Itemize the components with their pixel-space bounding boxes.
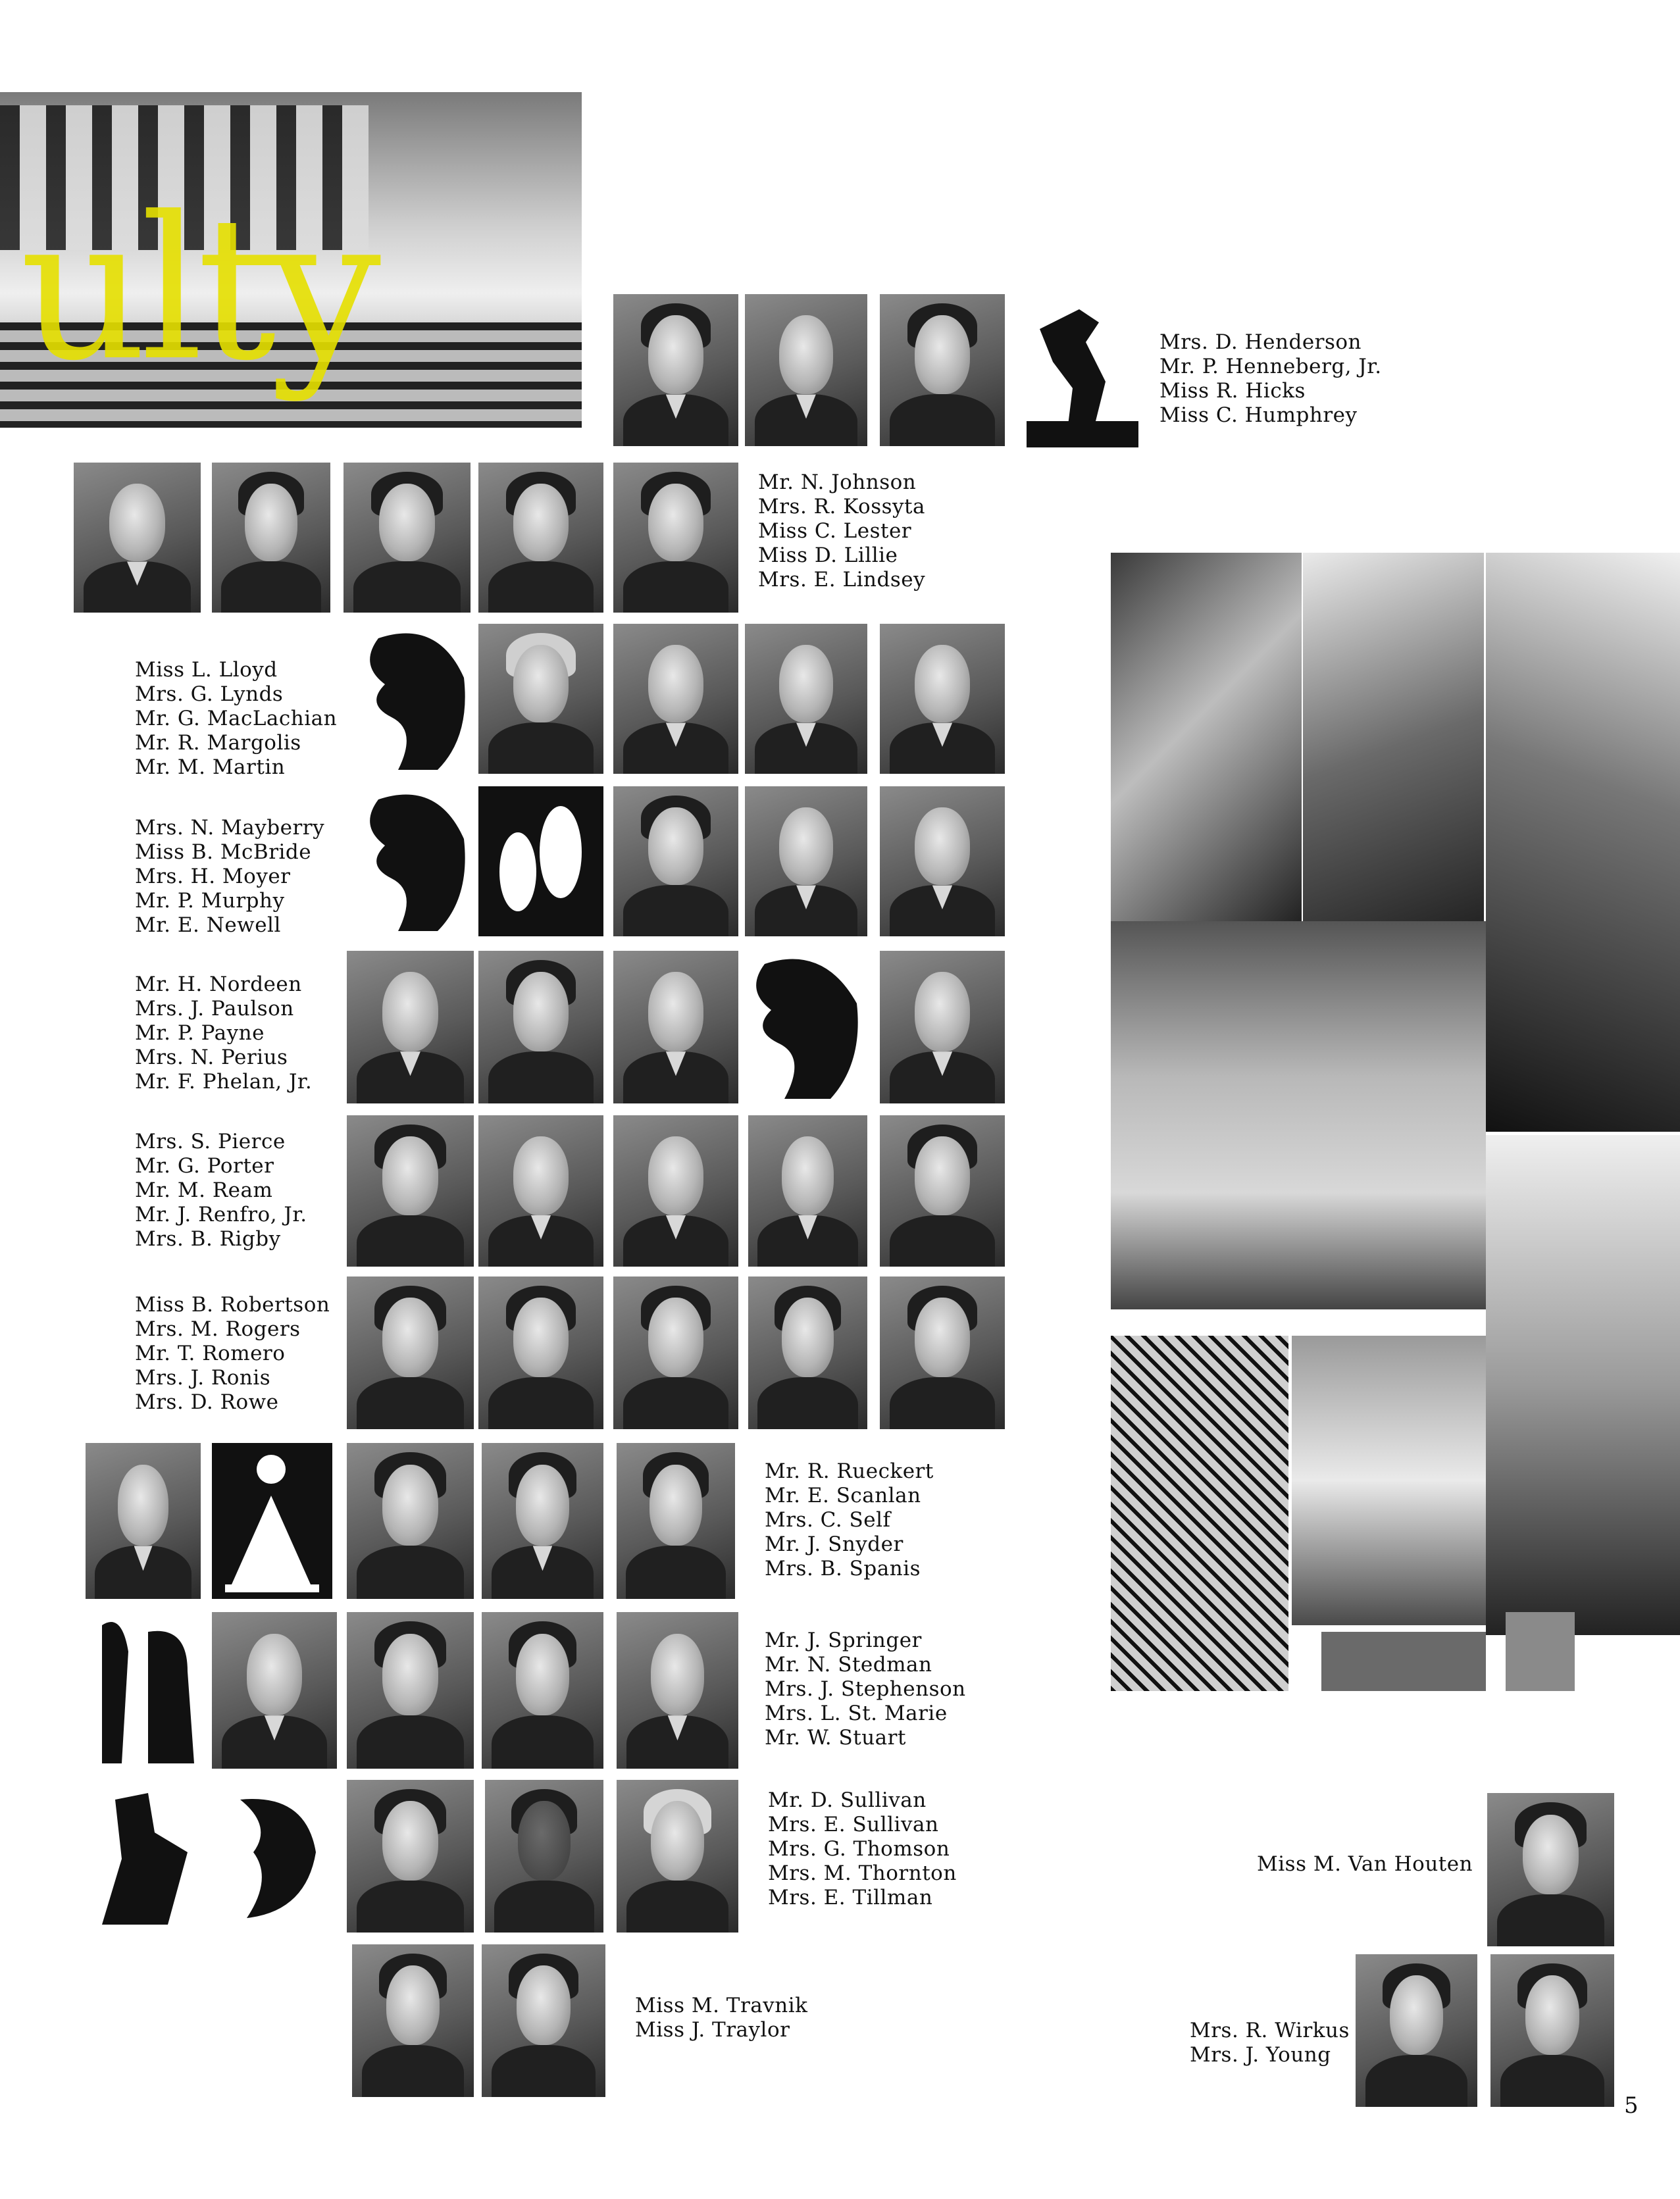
- name: Mr. J. Springer: [765, 1629, 922, 1652]
- name: Mrs. N. Perius: [135, 1046, 288, 1069]
- name: Mr. P. Murphy: [135, 889, 285, 913]
- portrait-maclachian: [613, 624, 738, 774]
- name: Mrs. J. Young: [1190, 2043, 1331, 2067]
- name: Mr. J. Snyder: [765, 1532, 904, 1556]
- name: Mrs. S. Pierce: [135, 1130, 286, 1153]
- name-list-g6: [135, 1130, 307, 1251]
- decorative-sailboat: [212, 1443, 332, 1599]
- portrait-rigby: [880, 1115, 1005, 1267]
- name: Mrs. M. Rogers: [135, 1317, 301, 1341]
- portrait-traylor: [482, 1944, 605, 2097]
- decorative-woodcut-figure: [1027, 303, 1138, 447]
- portrait-kossyta: [212, 463, 330, 613]
- name-list-g9: [765, 1629, 966, 1750]
- name-list-g2: [758, 470, 925, 592]
- decorative-woodcut-lion: [745, 951, 867, 1103]
- portrait-hicks: [880, 294, 1005, 446]
- portrait-stephenson: [347, 1612, 474, 1769]
- portrait-ronis: [748, 1276, 867, 1429]
- portrait-renfro: [748, 1115, 867, 1267]
- candid-photo: [1303, 553, 1484, 941]
- name: Mrs. C. Self: [765, 1508, 891, 1532]
- name: Mrs. H. Moyer: [135, 865, 291, 888]
- portrait-self: [482, 1443, 603, 1599]
- name: Mrs. G. Lynds: [135, 682, 284, 706]
- name: Miss B. McBride: [135, 840, 312, 864]
- portrait-lindsey: [613, 463, 738, 613]
- name-list-g5: [135, 973, 312, 1094]
- candid-photo: [1321, 1632, 1486, 1691]
- portrait-e-sullivan: [347, 1780, 474, 1933]
- portrait-stuart: [617, 1612, 738, 1769]
- name: Miss B. Robertson: [135, 1293, 330, 1317]
- name: Miss M. Van Houten: [1257, 1852, 1473, 1876]
- portrait-margolis: [745, 624, 867, 774]
- name: Mrs. B. Rigby: [135, 1227, 281, 1251]
- name: Mrs. R. Kossyta: [758, 495, 925, 518]
- name-list-g13: [1190, 2019, 1350, 2067]
- name: Miss M. Travnik: [635, 1994, 808, 2017]
- portrait-rueckert: [86, 1443, 201, 1599]
- portrait-travnik: [352, 1944, 474, 2097]
- decorative-woodcut-lion: [359, 786, 474, 936]
- portrait-thomson: [485, 1780, 603, 1933]
- name: Mr. P. Henneberg, Jr.: [1159, 355, 1382, 378]
- name: Mrs. J. Ronis: [135, 1366, 271, 1390]
- portrait-rogers: [478, 1276, 603, 1429]
- name: Mr. R. Rueckert: [765, 1459, 934, 1483]
- name: Mr. M. Martin: [135, 755, 286, 779]
- candid-photo: [1486, 1135, 1680, 1635]
- name: Mr. N. Johnson: [758, 470, 917, 494]
- name: Miss D. Lillie: [758, 543, 898, 567]
- candid-photo: [1111, 553, 1302, 921]
- portrait-van-houten: [1487, 1793, 1614, 1946]
- name: Mrs. B. Spanis: [765, 1557, 921, 1580]
- portrait-scanlan: [347, 1443, 474, 1599]
- name: Mr. G. MacLachian: [135, 707, 338, 730]
- name: Mr. H. Nordeen: [135, 973, 302, 996]
- portrait-pierce: [347, 1115, 474, 1267]
- name: Mrs. N. Mayberry: [135, 816, 325, 840]
- name: Mrs. J. Paulson: [135, 997, 294, 1021]
- name: Mrs. E. Lindsey: [758, 568, 926, 592]
- name: Mrs. G. Thomson: [768, 1837, 950, 1861]
- name: Mr. D. Sullivan: [768, 1788, 927, 1812]
- page-number: 5: [1624, 2092, 1639, 2119]
- name: Miss J. Traylor: [635, 2018, 790, 2042]
- name: Mr. E. Newell: [135, 913, 281, 937]
- name: Mrs. R. Wirkus: [1190, 2019, 1350, 2042]
- name: Miss R. Hicks: [1159, 379, 1306, 403]
- name: Mrs. D. Henderson: [1159, 330, 1362, 354]
- portrait-ream: [613, 1115, 738, 1267]
- name: Mrs. E. Sullivan: [768, 1813, 939, 1836]
- decorative-footprints: [478, 786, 603, 936]
- portrait-stedman: [212, 1612, 337, 1769]
- name: Miss C. Humphrey: [1159, 403, 1358, 427]
- name: Mrs. J. Stephenson: [765, 1677, 966, 1701]
- name: Mr. T. Romero: [135, 1342, 286, 1365]
- portrait-lynds: [478, 624, 603, 774]
- banner-word: ulty: [20, 174, 375, 404]
- name-list-g12: [1257, 1852, 1473, 1877]
- portrait-paulson: [478, 951, 603, 1103]
- name-list-g3: [135, 658, 337, 780]
- candid-photo-collage: [1111, 553, 1680, 1691]
- name: Miss L. Lloyd: [135, 658, 278, 682]
- name-list-g1: [1159, 330, 1382, 428]
- name: Mrs. L. St. Marie: [765, 1702, 948, 1725]
- name: Mrs. E. Tillman: [768, 1886, 933, 1909]
- name: Mr. W. Stuart: [765, 1726, 906, 1750]
- decorative-woodcut-surfer: [95, 1612, 204, 1769]
- portrait-romero: [613, 1276, 738, 1429]
- portrait-thornton: [617, 1780, 738, 1933]
- name: Mr. R. Margolis: [135, 731, 301, 755]
- decorative-woodcut-lion: [359, 625, 474, 773]
- portrait-henderson: [613, 294, 738, 446]
- name-list-g11: [635, 1994, 807, 2042]
- portrait-phelan: [880, 951, 1005, 1103]
- name: Mr. E. Scanlan: [765, 1484, 921, 1507]
- name-list-g4: [135, 816, 324, 938]
- name: Mr. G. Porter: [135, 1154, 274, 1178]
- name: Mr. F. Phelan, Jr.: [135, 1070, 313, 1094]
- portrait-henneberg: [745, 294, 867, 446]
- candid-photo: [1506, 1612, 1575, 1691]
- name-list-g10: [768, 1788, 957, 1910]
- portrait-murphy: [745, 786, 867, 936]
- portrait-lillie: [478, 463, 603, 613]
- candid-photo: [1111, 1336, 1288, 1691]
- portrait-porter: [478, 1115, 603, 1267]
- portrait-moyer: [613, 786, 738, 936]
- banner-photo: [0, 92, 582, 428]
- name: Mr. N. Stedman: [765, 1653, 932, 1677]
- portrait-robertson: [347, 1276, 474, 1429]
- portrait-st-marie: [482, 1612, 603, 1769]
- portrait-nordeen: [347, 951, 474, 1103]
- portrait-young: [1490, 1954, 1614, 2107]
- portrait-lester: [344, 463, 471, 613]
- portrait-snyder: [617, 1443, 735, 1599]
- name: Mr. M. Ream: [135, 1178, 273, 1202]
- name-list-g7: [135, 1293, 330, 1415]
- portrait-newell: [880, 786, 1005, 936]
- portrait-martin: [880, 624, 1005, 774]
- name: Mr. P. Payne: [135, 1021, 265, 1045]
- name-list-g8: [765, 1459, 934, 1581]
- name: Mr. J. Renfro, Jr.: [135, 1203, 307, 1226]
- name: Mrs. M. Thornton: [768, 1861, 957, 1885]
- portrait-payne: [613, 951, 738, 1103]
- portrait-wirkus: [1356, 1954, 1477, 2107]
- candid-photo: [1486, 553, 1680, 1132]
- name: Mrs. D. Rowe: [135, 1390, 279, 1414]
- candid-photo: [1292, 1336, 1486, 1625]
- name: Miss C. Lester: [758, 519, 912, 543]
- candid-photo: [1111, 921, 1486, 1309]
- portrait-johnson: [74, 463, 201, 613]
- decorative-woodcut-figure-fish: [89, 1780, 336, 1931]
- portrait-rowe: [880, 1276, 1005, 1429]
